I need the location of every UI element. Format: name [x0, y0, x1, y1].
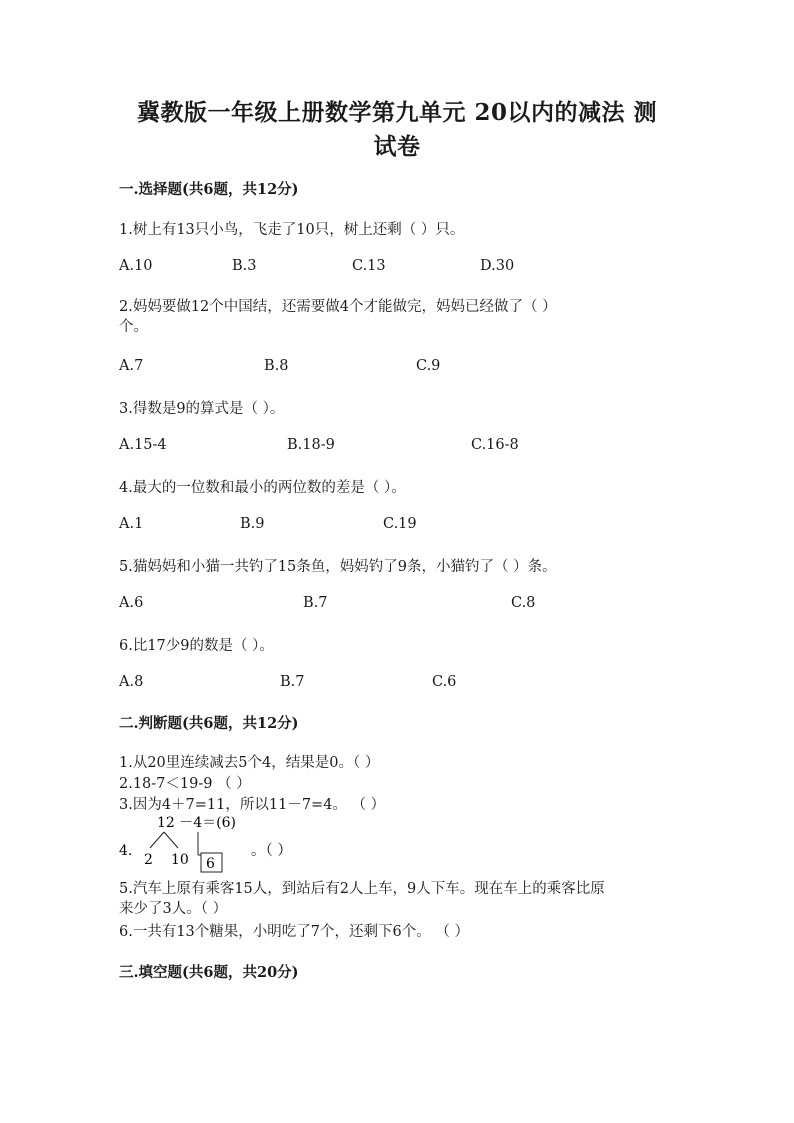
diagram-middle-part: 10	[171, 852, 189, 868]
judge-question-4-bracket: 。（ ）	[251, 843, 292, 859]
judge-question-5-line-1: 5.汽车上原有乘客15人，到站后有2人上车，9人下车。现在车上的乘客比原	[119, 881, 605, 897]
diagram-branch-right	[164, 832, 178, 848]
title-line-2: 试卷	[373, 133, 421, 160]
option-5b: B.7	[303, 595, 328, 611]
judge-question-5	[119, 879, 605, 919]
option-3b: B.18-9	[287, 437, 335, 453]
judge-question-4-number: 4.	[119, 843, 133, 859]
section-2-heading: 二.判断题(共6题，共12分)	[119, 715, 299, 732]
option-3c: C.16-8	[471, 437, 519, 453]
section-3-heading: 三.填空题(共6题，共20分)	[119, 964, 299, 981]
option-1b: B.3	[232, 258, 257, 274]
option-4c: C.19	[383, 516, 417, 532]
option-5a: A.6	[119, 595, 144, 611]
choice-question-5: 5.猫妈妈和小猫一共钓了15条鱼，妈妈钓了9条，小猫钓了（ ）条。	[119, 559, 557, 575]
choice-question-3: 3.得数是9的算式是（ ）。	[119, 401, 285, 417]
option-6a: A.8	[119, 674, 144, 690]
option-3a: A.15-4	[119, 437, 167, 453]
choice-question-4: 4.最大的一位数和最小的两位数的差是（ ）。	[119, 480, 406, 496]
judge-question-2: 2.18-7＜19-9 （ ）	[119, 776, 251, 792]
option-4a: A.1	[119, 516, 144, 532]
decomposition-diagram	[119, 812, 439, 874]
option-6c: C.6	[432, 674, 457, 690]
choice-question-1: 1.树上有13只小鸟，飞走了10只，树上还剩（ ）只。	[119, 222, 465, 238]
section-1-heading: 一.选择题(共6题，共12分)	[119, 181, 299, 198]
option-1a: A.10	[119, 258, 153, 274]
question-2-line-1: 2.妈妈要做12个中国结，还需要做4个才能做完，妈妈已经做了（ ）	[119, 299, 557, 315]
option-2a: A.7	[119, 358, 144, 374]
diagram-branch-left	[150, 832, 164, 848]
diagram-box-value: 6	[206, 856, 215, 872]
diagram-left-part: 2	[144, 852, 153, 868]
option-2c: C.9	[416, 358, 441, 374]
question-2-line-2: 个。	[119, 319, 148, 335]
option-4b: B.9	[240, 516, 265, 532]
option-1d: D.30	[480, 258, 515, 274]
judge-question-5-line-2: 来少了3人。（ ）	[119, 901, 228, 917]
option-5c: C.8	[511, 595, 536, 611]
judge-question-1: 1.从20里连续减去5个4，结果是0。（ ）	[119, 755, 380, 771]
option-1c: C.13	[352, 258, 386, 274]
diagram-equation: 12 －4＝(6)	[157, 815, 237, 831]
choice-question-2	[119, 297, 557, 337]
judge-question-3: 3.因为4＋7=11，所以11－7=4。 （ ）	[119, 797, 386, 813]
judge-question-6: 6.一共有13个糖果，小明吃了7个，还剩下6个。 （ ）	[119, 924, 469, 940]
judge-question-4	[119, 812, 439, 874]
option-6b: B.7	[280, 674, 305, 690]
choice-question-6: 6.比17少9的数是（ ）。	[119, 638, 274, 654]
exam-title	[100, 96, 694, 164]
title-line-1: 冀教版一年级上册数学第九单元 20以内的减法 测	[136, 99, 658, 126]
option-2b: B.8	[264, 358, 289, 374]
